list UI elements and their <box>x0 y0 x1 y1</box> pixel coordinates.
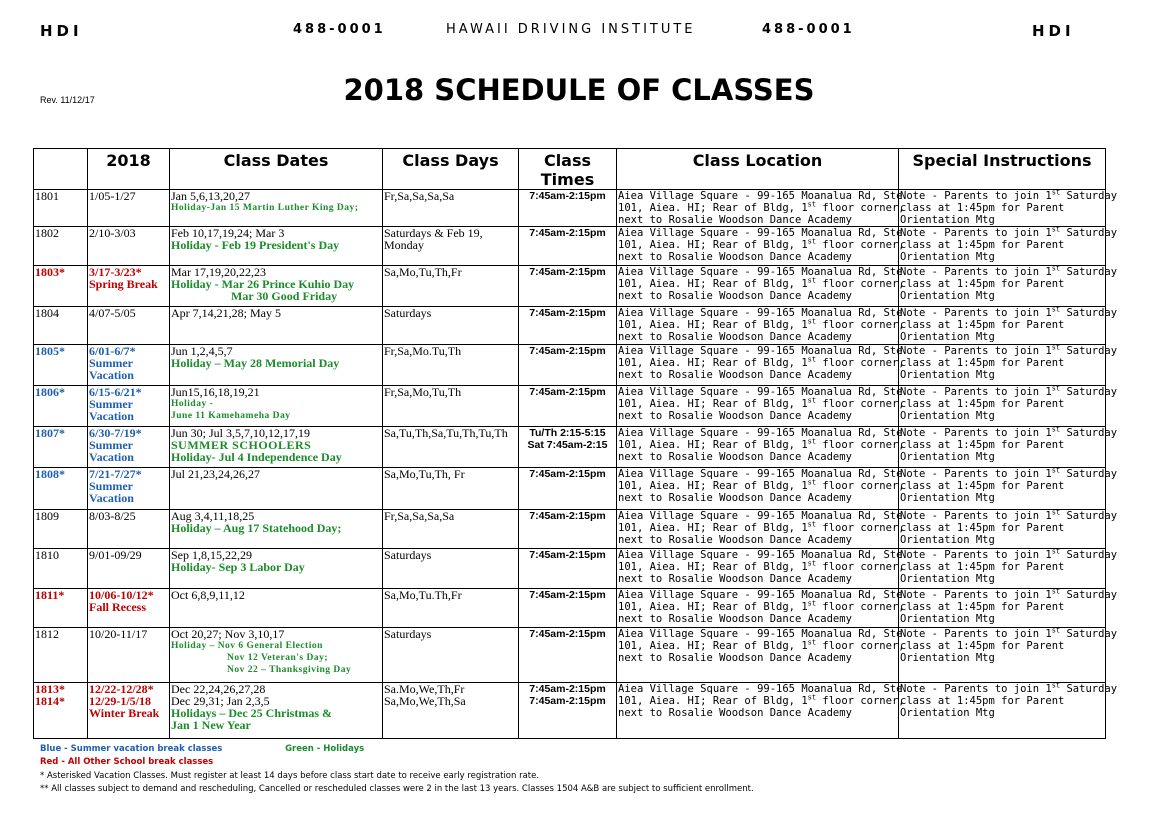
class-days: Sa,Tu,Th,Sa,Tu,Th,Tu,Th <box>384 426 508 440</box>
class-days-cell <box>383 345 519 386</box>
class-number: 1809 <box>35 509 59 523</box>
location-line: next to Rosalie Woodson Dance Academy <box>618 451 852 463</box>
class-time: 7:45am-2:15pm <box>529 266 606 278</box>
class-time: 7:45am-2:15pm <box>529 683 606 695</box>
instruction-line: Note - Parents to join 1st Saturday <box>900 547 1118 561</box>
class-break-note: Summer Vacation <box>89 479 134 505</box>
class-break-note: Summer Vacation <box>89 438 134 464</box>
col-header-location: Class Location <box>617 149 899 190</box>
instruction-line: Orientation Mtg <box>900 613 995 625</box>
holiday-note: Mar 30 Good Friday <box>231 289 338 303</box>
class-days: Saturdays <box>384 627 432 641</box>
class-number-cell <box>34 266 88 307</box>
instruction-line: Orientation Mtg <box>900 652 995 664</box>
col-header-dates: Class Dates <box>170 149 383 190</box>
location-line: 101, Aiea. HI; Rear of Bldg, 1st floor corner, <box>618 355 905 369</box>
location-line: 101, Aiea. HI; Rear of Bldg, 1st floor corner, <box>618 693 905 707</box>
holiday-note: Holiday- Sep 3 Labor Day <box>171 560 305 574</box>
class-dates: Dec 22,24,26,27,28 <box>171 682 266 696</box>
class-time: 7:45am-2:15pm <box>529 386 606 398</box>
class-dates-cell <box>170 345 383 386</box>
schedule-table <box>33 148 1118 739</box>
table-row <box>34 345 1106 386</box>
class-range: 12/22-12/28* <box>89 682 154 696</box>
instruction-line: Note - Parents to join 1st Saturday <box>900 626 1118 640</box>
class-days: Sa,Mo,Tu,Th, Fr <box>384 467 465 481</box>
class-break-note: Fall Recess <box>89 600 146 614</box>
class-dates-cell <box>170 386 383 427</box>
class-days-cell <box>383 427 519 468</box>
col-header-instructions: Special Instructions <box>899 149 1106 190</box>
class-dates: Aug 3,4,11,18,25 <box>171 509 255 523</box>
class-number: 1810 <box>35 548 59 562</box>
instruction-line: class at 1:45pm for Parent <box>900 278 1065 290</box>
table-row <box>34 510 1106 549</box>
class-number-cell <box>34 549 88 589</box>
instruction-line: class at 1:45pm for Parent <box>900 695 1065 707</box>
location-line: 101, Aiea. HI; Rear of Bldg, 1st floor corner, <box>618 200 905 214</box>
class-days: Saturdays & Feb 19, Monday <box>384 226 483 252</box>
class-number-cell <box>34 307 88 345</box>
location-line: 101, Aiea. HI; Rear of Bldg, 1st floor corner, <box>618 317 905 331</box>
class-days: Fr,Sa,Sa,Sa,Sa <box>384 189 455 203</box>
class-number: 1802 <box>35 226 59 240</box>
class-times-cell <box>519 510 617 549</box>
instruction-line: Note - Parents to join 1st Saturday <box>900 264 1118 278</box>
class-dates-cell <box>170 683 383 739</box>
location-line: next to Rosalie Woodson Dance Academy <box>618 251 852 263</box>
class-range: 9/01-09/29 <box>89 548 142 562</box>
location-line: next to Rosalie Woodson Dance Academy <box>618 369 852 381</box>
instruction-line: Note - Parents to join 1st Saturday <box>900 305 1118 319</box>
location-line: next to Rosalie Woodson Dance Academy <box>618 331 852 343</box>
location-line: Aiea Village Square - 99-165 Moanalua Rd, Ste <box>618 266 903 278</box>
instruction-line: class at 1:45pm for Parent <box>900 357 1065 369</box>
class-days: Saturdays <box>384 548 432 562</box>
class-number: 1805* <box>35 344 65 358</box>
header-phone-left: 488-0001 <box>293 22 386 37</box>
class-dates: Jun 30; Jul 3,5,7,10,12,17,19 <box>171 426 311 440</box>
location-line: Aiea Village Square - 99-165 Moanalua Rd, Ste <box>618 628 903 640</box>
location-line: 101, Aiea. HI; Rear of Bldg, 1st floor corner, <box>618 638 905 652</box>
class-location-cell <box>617 683 905 739</box>
class-times-cell <box>519 628 617 683</box>
instruction-line: Note - Parents to join 1st Saturday <box>900 425 1118 439</box>
class-number: 1808* <box>35 467 65 481</box>
holiday-note: Holiday - Mar 26 Prince Kuhio Day <box>171 277 355 291</box>
class-dates-cell <box>170 307 383 345</box>
class-time: 7:45am-2:15pm <box>529 227 606 239</box>
class-days: Sa,Mo,Tu,Th,Fr <box>384 265 462 279</box>
class-number-cell <box>34 427 88 468</box>
location-line: Aiea Village Square - 99-165 Moanalua Rd, Ste <box>618 190 903 202</box>
legend-line-1 <box>40 744 364 754</box>
special-instructions-cell <box>899 587 1118 628</box>
special-instructions-cell <box>899 384 1118 427</box>
location-line: Aiea Village Square - 99-165 Moanalua Rd, Ste <box>618 307 903 319</box>
table-row <box>34 468 1106 510</box>
table-row <box>34 266 1106 307</box>
special-instructions-cell <box>899 225 1118 266</box>
table-row <box>34 190 1106 227</box>
class-dates: Apr 7,14,21,28; May 5 <box>171 306 281 320</box>
location-line: 101, Aiea. HI; Rear of Bldg, 1st floor corner, <box>618 237 905 251</box>
class-range: 2/10-3/03 <box>89 226 136 240</box>
class-location-cell <box>617 345 905 386</box>
page-title: 2018 SCHEDULE OF CLASSES <box>343 73 815 107</box>
instruction-line: Orientation Mtg <box>900 707 995 719</box>
table-row <box>34 628 1106 683</box>
location-line: next to Rosalie Woodson Dance Academy <box>618 613 852 625</box>
instruction-line: Orientation Mtg <box>900 369 995 381</box>
class-dates-cell <box>170 227 383 266</box>
legend-red: Red - All Other School break classes <box>40 757 214 767</box>
class-days: Fr,Sa,Sa,Sa,Sa <box>384 509 455 523</box>
holiday-note: Holiday- Jul 4 Independence Day <box>171 450 342 464</box>
location-line: Aiea Village Square - 99-165 Moanalua Rd, Ste <box>618 427 903 439</box>
class-number-2: 1814* <box>35 694 65 708</box>
instruction-line: class at 1:45pm for Parent <box>900 640 1065 652</box>
class-number: 1813* <box>35 682 65 696</box>
class-location-cell <box>617 386 905 427</box>
class-dates-cell <box>170 266 383 307</box>
special-instructions-cell <box>899 626 1118 683</box>
class-times-cell <box>519 468 617 510</box>
class-dates-cell <box>170 468 383 510</box>
location-line: Aiea Village Square - 99-165 Moanalua Rd, Ste <box>618 468 903 480</box>
location-line: 101, Aiea. HI; Rear of Bldg, 1st floor corner, <box>618 437 905 451</box>
col-header-year: 2018 <box>88 149 170 190</box>
instruction-line: class at 1:45pm for Parent <box>900 601 1065 613</box>
special-instructions-cell <box>899 547 1118 589</box>
instruction-line: class at 1:45pm for Parent <box>900 239 1065 251</box>
instruction-line: Orientation Mtg <box>900 290 995 302</box>
class-days-cell <box>383 386 519 427</box>
location-line: 101, Aiea. HI; Rear of Bldg, 1st floor corner, <box>618 559 905 573</box>
class-times-cell <box>519 386 617 427</box>
class-number: 1804 <box>35 306 59 320</box>
class-location-cell <box>617 190 905 227</box>
location-line: next to Rosalie Woodson Dance Academy <box>618 410 852 422</box>
class-range: 6/15-6/21* <box>89 385 142 399</box>
class-range-cell <box>88 589 170 628</box>
class-range-cell <box>88 227 170 266</box>
class-number-cell <box>34 227 88 266</box>
class-time: Tu/Th 2:15-5:15 <box>529 427 606 439</box>
class-location-cell <box>617 549 905 589</box>
instruction-line: Note - Parents to join 1st Saturday <box>900 188 1118 202</box>
class-range: 6/01-6/7* <box>89 344 136 358</box>
table-row <box>34 386 1106 427</box>
instruction-line: class at 1:45pm for Parent <box>900 480 1065 492</box>
class-location-cell <box>617 628 905 683</box>
class-number: 1811* <box>35 588 65 602</box>
class-days-cell <box>383 628 519 683</box>
class-times-cell <box>519 266 617 307</box>
table-row <box>34 589 1106 628</box>
instruction-line: class at 1:45pm for Parent <box>900 439 1065 451</box>
instruction-line: Orientation Mtg <box>900 331 995 343</box>
class-dates-cell <box>170 510 383 549</box>
class-time: 7:45am-2:15pm <box>529 628 606 640</box>
class-location-cell <box>617 307 905 345</box>
col-header-number <box>34 149 88 190</box>
location-line: next to Rosalie Woodson Dance Academy <box>618 534 852 546</box>
class-days-cell <box>383 307 519 345</box>
class-days: Sa,Mo,Tu.Th,Fr <box>384 588 462 602</box>
class-number-cell <box>34 190 88 227</box>
class-range-cell <box>88 510 170 549</box>
location-line: next to Rosalie Woodson Dance Academy <box>618 707 852 719</box>
class-range: 3/17-3/23* <box>89 265 142 279</box>
class-dates: Oct 20,27; Nov 3,10,17 <box>171 627 285 641</box>
instruction-line: Note - Parents to join 1st Saturday <box>900 225 1118 239</box>
class-break-note: Spring Break <box>89 277 158 291</box>
location-line: 101, Aiea. HI; Rear of Bldg, 1st floor corner, <box>618 276 905 290</box>
class-number: 1812 <box>35 627 59 641</box>
special-instructions-cell <box>899 343 1118 386</box>
header-hdi-right: HDI <box>1032 22 1075 40</box>
special-instructions-cell <box>899 466 1118 510</box>
instruction-line: Orientation Mtg <box>900 534 995 546</box>
class-days: Sa.Mo,We,Th,Fr <box>384 682 465 696</box>
table-row <box>34 427 1106 468</box>
location-line: 101, Aiea. HI; Rear of Bldg, 1st floor corner, <box>618 520 905 534</box>
class-range-cell <box>88 549 170 589</box>
class-range: 7/21-7/27* <box>89 467 142 481</box>
class-time: 7:45am-2:15pm <box>529 345 606 357</box>
class-range-cell <box>88 468 170 510</box>
class-range: 8/03-8/25 <box>89 509 136 523</box>
class-range-cell <box>88 307 170 345</box>
class-time: 7:45am-2:15pm <box>529 307 606 319</box>
class-number: 1806* <box>35 385 65 399</box>
instruction-line: Orientation Mtg <box>900 251 995 263</box>
class-location-cell <box>617 227 905 266</box>
class-dates-cell <box>170 549 383 589</box>
holiday-note: Nov 12 Veteran's Day; <box>227 653 329 663</box>
header-phone-right: 488-0001 <box>762 22 855 37</box>
class-times-cell <box>519 227 617 266</box>
class-range-2: 12/29-1/5/18 <box>89 694 151 708</box>
instruction-line: Note - Parents to join 1st Saturday <box>900 343 1118 357</box>
table-row <box>34 227 1106 266</box>
footnote-1: * Asterisked Vacation Classes. Must register at least 14 days before class start date to receive early registration rate. <box>40 771 540 781</box>
class-days: Saturdays <box>384 306 432 320</box>
instruction-line: Note - Parents to join 1st Saturday <box>900 681 1118 695</box>
class-number: 1807* <box>35 426 65 440</box>
class-days-cell <box>383 227 519 266</box>
holiday-note: Holiday – Aug 17 Statehood Day; <box>171 521 342 535</box>
special-instructions-cell <box>899 264 1118 307</box>
class-number-cell <box>34 589 88 628</box>
holiday-note: Holiday - <box>171 399 214 409</box>
class-dates: Jan 5,6,13,20,27 <box>171 189 250 203</box>
holiday-note: Holiday – Nov 6 General Election <box>171 641 323 651</box>
holiday-note: Holidays – Dec 25 Christmas & <box>171 706 332 720</box>
instruction-line: Orientation Mtg <box>900 573 995 585</box>
location-line: 101, Aiea. HI; Rear of Bldg, 1st floor corner, <box>618 396 905 410</box>
class-break-note: Winter Break <box>89 706 160 720</box>
class-range: 1/05-1/27 <box>89 189 136 203</box>
class-number-cell <box>34 628 88 683</box>
location-line: Aiea Village Square - 99-165 Moanalua Rd, Ste <box>618 227 903 239</box>
class-times-cell <box>519 307 617 345</box>
instruction-line: Note - Parents to join 1st Saturday <box>900 466 1118 480</box>
class-number: 1803* <box>35 265 65 279</box>
class-dates-2: Dec 29,31; Jan 2,3,5 <box>171 694 270 708</box>
location-line: Aiea Village Square - 99-165 Moanalua Rd, Ste <box>618 683 903 695</box>
class-dates: Sep 1,8,15,22,29 <box>171 548 252 562</box>
legend-blue: Blue - Summer vacation break classes <box>40 744 223 754</box>
class-range: 4/07-5/05 <box>89 306 136 320</box>
class-dates-cell <box>170 427 383 468</box>
class-time: 7:45am-2:15pm <box>529 589 606 601</box>
location-line: Aiea Village Square - 99-165 Moanalua Rd, Ste <box>618 386 903 398</box>
col-header-times: Class Times <box>519 149 617 190</box>
class-times-cell <box>519 549 617 589</box>
holiday-note: Holiday-Jan 15 Martin Luther King Day; <box>171 203 359 213</box>
class-dates-cell <box>170 190 383 227</box>
class-location-cell <box>617 427 905 468</box>
instruction-line: Note - Parents to join 1st Saturday <box>900 587 1118 601</box>
class-break-note: Summer Vacation <box>89 397 134 423</box>
class-times-cell <box>519 427 617 468</box>
special-instructions-cell <box>899 425 1118 468</box>
class-dates-cell <box>170 628 383 683</box>
table-row <box>34 307 1106 345</box>
instruction-line: class at 1:45pm for Parent <box>900 561 1065 573</box>
holiday-note: SUMMER SCHOOLERS <box>171 438 312 452</box>
special-instructions-cell <box>899 681 1118 739</box>
class-location-cell <box>617 468 905 510</box>
class-number-cell <box>34 510 88 549</box>
class-times-cell <box>519 345 617 386</box>
class-dates: Jun 1,2,4,5,7 <box>171 344 233 358</box>
class-range: 10/06-10/12* <box>89 588 154 602</box>
class-number-cell <box>34 345 88 386</box>
holiday-note: Jan 1 New Year <box>171 718 251 732</box>
class-time: 7:45am-2:15pm <box>529 695 606 707</box>
holiday-note: Holiday - Feb 19 President's Day <box>171 238 340 252</box>
class-range-cell <box>88 266 170 307</box>
instruction-line: class at 1:45pm for Parent <box>900 202 1065 214</box>
location-line: Aiea Village Square - 99-165 Moanalua Rd, Ste <box>618 549 903 561</box>
class-days: Fr,Sa,Mo,Tu,Th <box>384 385 462 399</box>
holiday-note: June 11 Kamehameha Day <box>171 411 291 421</box>
class-range-cell <box>88 190 170 227</box>
class-range-cell <box>88 683 170 739</box>
table-row <box>34 683 1106 739</box>
class-times-cell <box>519 589 617 628</box>
class-number-cell <box>34 386 88 427</box>
location-line: next to Rosalie Woodson Dance Academy <box>618 492 852 504</box>
class-days-cell <box>383 510 519 549</box>
table-row <box>34 549 1106 589</box>
class-range: 10/20-11/17 <box>89 627 148 641</box>
class-break-note: Summer Vacation <box>89 356 134 382</box>
class-range-cell <box>88 386 170 427</box>
instruction-line: Orientation Mtg <box>900 451 995 463</box>
holiday-note: Holiday – May 28 Memorial Day <box>171 356 340 370</box>
class-dates: Jul 21,23,24,26,27 <box>171 467 261 481</box>
class-location-cell <box>617 589 905 628</box>
instruction-line: Note - Parents to join 1st Saturday <box>900 508 1118 522</box>
class-days-cell <box>383 589 519 628</box>
revision-date: Rev. 11/12/17 <box>40 95 95 105</box>
instruction-line: Orientation Mtg <box>900 214 995 226</box>
class-range-cell <box>88 628 170 683</box>
class-times-cell <box>519 683 617 739</box>
class-days-cell <box>383 190 519 227</box>
footnote-2: ** All classes subject to demand and rescheduling, Cancelled or rescheduled classes were 2 in the last 13 years. Classes 1504 A&B are subject to sufficient enrollment. <box>40 784 754 794</box>
location-line: 101, Aiea. HI; Rear of Bldg, 1st floor corner, <box>618 478 905 492</box>
class-days: Fr,Sa,Mo.Tu,Th <box>384 344 462 358</box>
class-days-cell <box>383 549 519 589</box>
class-range-cell <box>88 345 170 386</box>
class-range: 6/30-7/19* <box>89 426 142 440</box>
instruction-line: class at 1:45pm for Parent <box>900 398 1065 410</box>
class-number: 1801 <box>35 189 59 203</box>
instruction-line: class at 1:45pm for Parent <box>900 522 1065 534</box>
col-header-days: Class Days <box>383 149 519 190</box>
class-number-cell <box>34 468 88 510</box>
page-header <box>0 22 1138 42</box>
class-range-cell <box>88 427 170 468</box>
class-dates-cell <box>170 589 383 628</box>
class-days-cell <box>383 468 519 510</box>
instruction-line: Orientation Mtg <box>900 410 995 422</box>
header-hdi-left: HDI <box>40 22 83 40</box>
holiday-note: Nov 22 – Thanksgiving Day <box>227 665 352 675</box>
location-line: 101, Aiea. HI; Rear of Bldg, 1st floor corner, <box>618 599 905 613</box>
class-time: 7:45am-2:15pm <box>529 510 606 522</box>
class-time: 7:45am-2:15pm <box>529 549 606 561</box>
class-days-cell <box>383 266 519 307</box>
class-time: 7:45am-2:15pm <box>529 190 606 202</box>
header-institute-name: HAWAII DRIVING INSTITUTE <box>446 22 696 37</box>
class-time: 7:45am-2:15pm <box>529 468 606 480</box>
table-header-row <box>34 149 1106 190</box>
special-instructions-cell <box>899 305 1118 345</box>
instruction-line: class at 1:45pm for Parent <box>900 319 1065 331</box>
location-line: Aiea Village Square - 99-165 Moanalua Rd, Ste <box>618 510 903 522</box>
location-line: next to Rosalie Woodson Dance Academy <box>618 214 852 226</box>
class-number-cell <box>34 683 88 739</box>
location-line: next to Rosalie Woodson Dance Academy <box>618 573 852 585</box>
class-time: Sat 7:45am-2:15 <box>527 439 608 451</box>
special-instructions-cell <box>899 188 1118 227</box>
legend-green: Green - Holidays <box>285 744 365 754</box>
class-location-cell <box>617 266 905 307</box>
class-days-2: Sa,Mo,We,Th,Sa <box>384 694 466 708</box>
class-location-cell <box>617 510 905 549</box>
class-dates: Oct 6,8,9,11,12 <box>171 588 245 602</box>
location-line: next to Rosalie Woodson Dance Academy <box>618 652 852 664</box>
location-line: Aiea Village Square - 99-165 Moanalua Rd, Ste <box>618 345 903 357</box>
instruction-line: Orientation Mtg <box>900 492 995 504</box>
class-dates: Jun15,16,18,19,21 <box>171 385 260 399</box>
class-days-cell <box>383 683 519 739</box>
instruction-line: Note - Parents to join 1st Saturday <box>900 384 1118 398</box>
class-dates: Feb 10,17,19,24; Mar 3 <box>171 226 285 240</box>
class-dates: Mar 17,19,20,22,23 <box>171 265 266 279</box>
location-line: next to Rosalie Woodson Dance Academy <box>618 290 852 302</box>
location-line: Aiea Village Square - 99-165 Moanalua Rd, Ste <box>618 589 903 601</box>
special-instructions-cell <box>899 508 1118 549</box>
class-times-cell <box>519 190 617 227</box>
